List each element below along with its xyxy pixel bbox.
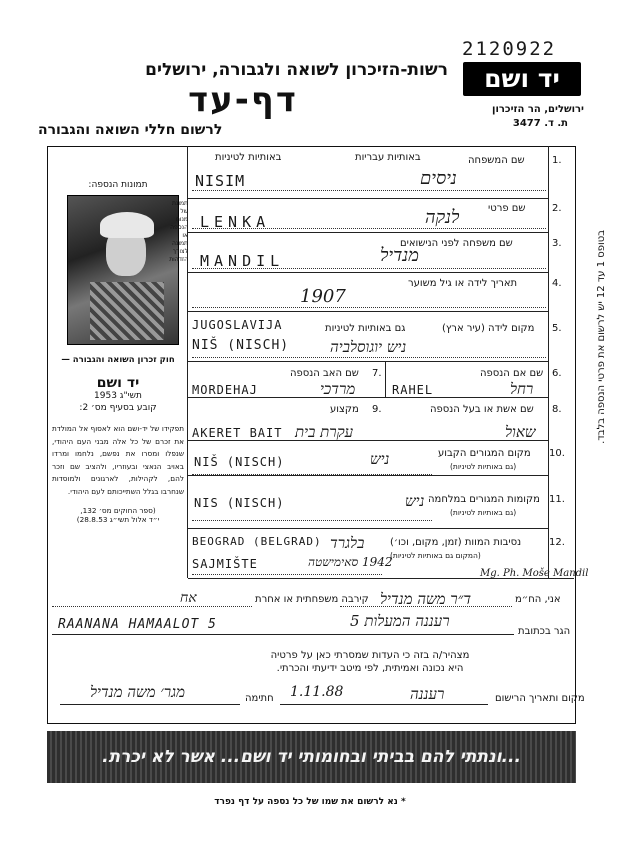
form-subtitle: לרשום חללי השואה והגבורה xyxy=(38,122,223,138)
entry-line xyxy=(340,606,512,607)
value-profession-latin: AKERET BAIT xyxy=(192,426,283,440)
entry-line xyxy=(192,357,546,358)
declarant-prefix: אני, הח״מ xyxy=(515,594,561,605)
field-label-maiden-name: שם משפחה לפני הנישואים xyxy=(400,238,513,249)
value-wartime-residence-hebrew: ניש xyxy=(405,492,425,510)
photo-caption: תמונות הנספה: xyxy=(88,180,148,190)
field-label-father-name: שם האב הנספה xyxy=(290,368,359,379)
field-label-spouse-name: שם אשת או בעל הנספה xyxy=(430,404,534,415)
footer-note-text: נא לרשום את שמו של כל נספה על דף נפרד xyxy=(214,797,398,807)
photo-side-label: הנספה xyxy=(170,224,188,231)
entry-line xyxy=(192,520,432,521)
place-date-underline xyxy=(280,704,488,705)
value-father-name-latin: MORDEHAJ xyxy=(192,383,258,397)
victim-photo xyxy=(67,195,179,345)
value-death-place-latin-2: SAJMIŠTE xyxy=(192,557,258,571)
logo-address: ירושלים, הר הזיכרון xyxy=(492,104,584,115)
row-separator xyxy=(188,397,548,398)
quote-banner-text: ...ונתתי להם בביתי ובחומותי יד ושם... אשר לא יכרת. xyxy=(102,747,521,767)
form-title: דף-עד xyxy=(188,80,298,120)
field-label-mother-name: שם אם הנספה xyxy=(480,368,544,379)
row-separator xyxy=(188,198,548,199)
field-number: 9. xyxy=(372,404,382,415)
field-label-family-name: שם המשפחה xyxy=(468,155,525,166)
field-number: 10. xyxy=(549,448,565,459)
row-separator xyxy=(188,361,548,362)
place-value: רעננה xyxy=(410,685,445,703)
field-number: 2. xyxy=(552,203,562,214)
value-first-name-latin: LENKA xyxy=(200,213,271,231)
column-header-hebrew: באותיות עבריות xyxy=(355,152,421,163)
signature-underline xyxy=(60,704,240,705)
yad-vashem-logo xyxy=(463,62,581,96)
field-number: 6. xyxy=(552,368,562,379)
document-number: 2120922 xyxy=(462,38,557,60)
value-birth-country-latin: JUGOSLAVIJA xyxy=(192,318,283,332)
value-mother-name-hebrew: רחל xyxy=(510,380,534,398)
value-maiden-name-latin: MANDIL xyxy=(200,252,285,270)
relation-value: אח xyxy=(180,590,197,606)
quote-banner xyxy=(47,731,576,783)
photo-side-label: לצורך xyxy=(172,248,188,255)
entry-line xyxy=(192,574,382,575)
value-birth-date: 1907 xyxy=(300,286,346,307)
entry-line xyxy=(52,606,252,607)
field-label-death-circumstances: נסיבות המוות (זמן, מקום, וכו׳) xyxy=(390,537,522,548)
relation-label: קירבה משפחתית או אחרת xyxy=(255,594,369,605)
po-box: ת. ד. 3477 xyxy=(512,118,568,129)
value-death-date-hebrew: 1942 סאימישטה xyxy=(308,555,393,569)
row-separator xyxy=(188,475,548,476)
column-header-latin: באותיות לטיניות xyxy=(215,152,282,163)
photo-side-label: של xyxy=(180,208,188,215)
value-death-place-latin: BEOGRAD (BELGRAD) xyxy=(192,535,322,548)
field-number: 1. xyxy=(552,155,562,166)
entry-line xyxy=(192,307,546,308)
row-separator xyxy=(188,272,548,273)
field-label-birth-place-extra: גם באותיות לטיניות xyxy=(325,323,406,334)
value-death-place-hebrew: בלגרד xyxy=(330,534,365,552)
value-profession-hebrew: עקרת בית xyxy=(295,423,354,441)
row-separator xyxy=(188,440,548,441)
field-label-residence: מקום המגורים הקבוע xyxy=(438,448,531,459)
declarant-name-hebrew: ד״ר משה מנדיל xyxy=(380,590,472,608)
value-maiden-name-hebrew: מנדיל xyxy=(380,245,419,266)
field-label-wartime-residence: מקומות המגורים במלחמה xyxy=(428,494,540,505)
photo-side-label: מנוח xyxy=(175,216,188,223)
value-mother-name-latin: RAHEL xyxy=(392,383,434,397)
side-note: בטופס 1 עד 12 יש לרשום את פרטי הנספה בלבד. xyxy=(596,230,607,444)
value-residence-hebrew: ניש xyxy=(370,450,390,468)
address-hebrew: רעננה המעלות 5 xyxy=(350,612,450,630)
institution-name: רשות-הזיכרון לשואה ולגבורה, ירושלים xyxy=(145,60,448,80)
value-spouse-name-hebrew: שאול xyxy=(505,423,536,441)
value-birth-place-hebrew: ניש יוגוסלביה xyxy=(330,338,407,356)
value-family-name-hebrew: ניסים xyxy=(420,168,457,189)
value-residence-latin: NIŠ (NISCH) xyxy=(194,455,285,469)
law-title: חוק זכרון השואה והגבורה — xyxy=(61,355,175,365)
field-label-profession: מקצוע xyxy=(330,404,359,415)
logo-text: יד ושם xyxy=(484,64,560,93)
address-underline xyxy=(52,634,514,635)
signature-value: מגר׳ משה מנדיל xyxy=(90,683,185,701)
entry-line xyxy=(192,190,546,191)
number-column-divider xyxy=(548,146,549,578)
law-ref: (ספר החוקים מס׳ 132, xyxy=(80,506,156,515)
law-text: תפקידו של יד-ושם הוא לאסוף אל המולדת את זכרם של כל אלה מבני העם היהודי, שנפלו ומסרו את נפשם, נלחמו ומרדו באויב הנאצי ובעוזריו, ולהציב שם וזכר להם, לקהילות, לארגונים ולמוסדות שנחרבו בגלל השתייכותם לעם היהודי. xyxy=(52,424,184,496)
address-label: הגר בכתובת xyxy=(518,626,571,637)
value-wartime-residence-latin: NIS (NISCH) xyxy=(194,496,285,510)
photo-side-label: או xyxy=(182,232,188,239)
field-number: 4. xyxy=(552,278,562,289)
law-date: י״ד אלול תשי״ג 28.8.53) xyxy=(76,515,160,524)
value-first-name-hebrew: לנקה xyxy=(425,207,460,228)
photo-side-labels xyxy=(169,200,188,264)
declarant-name-latin: Mg. Ph. Moše Mandil xyxy=(480,568,589,579)
photo-side-label: תמונת xyxy=(172,200,188,207)
photo-side-label: תמונה xyxy=(172,240,188,247)
field-label-residence-extra: (גם באותיות לטיניות) xyxy=(450,462,517,471)
row-separator xyxy=(188,528,548,529)
field-number: 8. xyxy=(552,404,562,415)
field-label-birth-date: תאריך לידה או גיל משוער xyxy=(408,278,518,289)
entry-line xyxy=(192,474,432,475)
place-date-label: מקום ותאריך הרישום xyxy=(495,693,585,704)
value-birth-city-latin: NIŠ (NISCH) xyxy=(192,338,290,353)
statement-line-1: מצהיר/ה בזה כי העדות שמסרתי כאן על פרטיה xyxy=(270,650,470,661)
footer-note xyxy=(160,797,460,807)
field-number: 5. xyxy=(552,323,562,334)
field-number: 3. xyxy=(552,238,562,249)
field-label-wartime-residence-extra: (גם באותיות לטיניות) xyxy=(450,508,517,517)
row-separator xyxy=(188,311,548,312)
field-label-death-circumstances-extra: (המקום גם באותיות לטיניות) xyxy=(390,551,481,560)
photo-hat xyxy=(100,212,154,238)
row-separator xyxy=(188,232,548,233)
law-box xyxy=(52,355,184,524)
law-name: יד ושם xyxy=(96,375,140,391)
field-label-first-name: שם פרטי xyxy=(488,203,526,214)
value-family-name-latin: NISIM xyxy=(195,172,246,190)
photo-dress xyxy=(90,282,164,340)
field-number: 7. xyxy=(372,368,382,379)
signature-label: חתימה xyxy=(245,693,274,704)
law-year: תשי"ג 1953 xyxy=(94,391,142,401)
value-father-name-hebrew: מרדכי xyxy=(320,380,356,398)
field-number: 11. xyxy=(549,494,565,505)
asterisk-icon: * xyxy=(397,797,406,807)
statement-line-2: היא נכונה ואמיתית, לפי מיטב ידיעתי והכרתי. xyxy=(276,663,464,674)
field-number: 12. xyxy=(549,537,565,548)
address-latin: RAANANA HAMAALOT 5 xyxy=(58,617,217,632)
field-label-birth-place: מקום לידה (עיר ארץ) xyxy=(442,323,535,334)
row-6-7-divider xyxy=(385,361,386,397)
photo-side-label: הזדהות xyxy=(169,256,188,263)
date-value: 1.11.88 xyxy=(290,684,344,700)
law-clause: קובע בסעיף מס׳ 2: xyxy=(79,403,157,413)
